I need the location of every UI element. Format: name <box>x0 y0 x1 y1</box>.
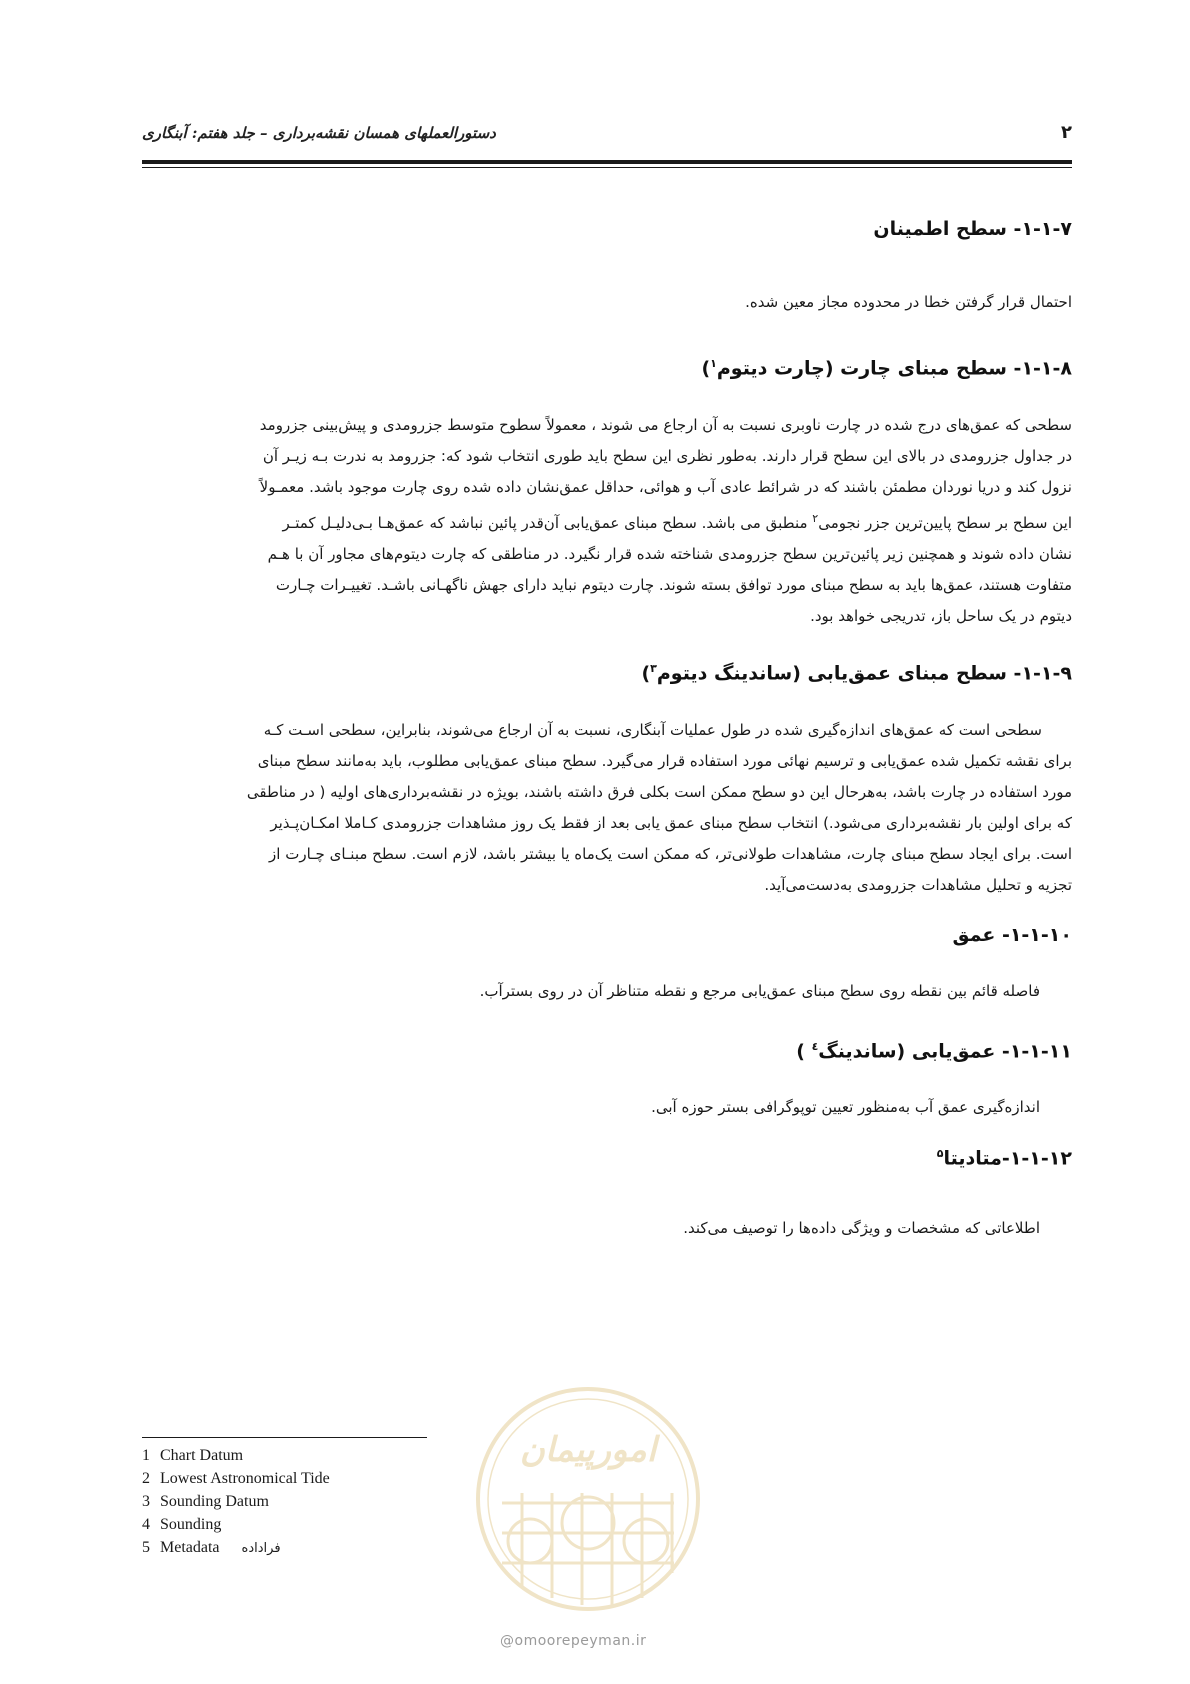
watermark-site: @omoorepeyman.ir <box>500 1633 647 1649</box>
section-body-1-1-9 <box>142 715 1072 901</box>
footnote-text: Lowest Astronomical Tide <box>160 1470 330 1487</box>
section-text-1-1-10: فاصله قائم بین نقطه روی سطح مبنای عمق‌یابی مرجع و نقطه متناظر آن در روی بسترآب. <box>479 982 1040 1000</box>
body-line: تجزیه و تحلیل مشاهدات جزرومدی به‌دست‌می‌آید. <box>764 876 1072 894</box>
section-heading-1-1-9 <box>641 662 1072 684</box>
footnotes <box>142 1444 462 1560</box>
heading-text: ۱-۱-۱۲-متادیتا <box>943 1147 1072 1170</box>
body-line: نزول کند و دریا نوردان مطمئن باشند که در شرائط عادی آب و هوائی، حداقل عمق‌نشان داده شده روی چارت موجود باشد. معمـولاً <box>259 478 1072 496</box>
heading-close: ) <box>641 662 651 685</box>
body-line-part: منطبق می باشد. سطح مبنای عمق‌یابی آن‌قدر پائین نباشد که عمق‌هـا بـی‌دلیـل کمتـر <box>282 514 808 532</box>
watermark-logo <box>472 1383 704 1615</box>
body-line: نشان داده شوند و همچنین زیر پائین‌ترین سطح جزرومدی شناخته شده قرار نگیرد. در مناطقی که چارت دیتوم‌های مجاور آن با هـم <box>267 545 1072 563</box>
section-body-1-1-8 <box>142 410 1072 632</box>
body-line: سطحی که عمق‌های درج شده در چارت ناوبری نسبت به آن ارجاع می شوند ، معمولاً سطوح متوسط جزرومدی و پیش‌بینی جزرومد <box>259 416 1072 434</box>
body-line: مورد استفاده در چارت باشد، به‌هرحال این دو سطح ممکن است بکلی فرق داشته باشند، بویژه در نقشه‌برداری‌های اولیه ( در مناطقی <box>246 783 1072 801</box>
section-heading-1-1-12 <box>937 1147 1072 1169</box>
header-rule-thin <box>142 167 1072 168</box>
body-line: که برای اولین بار نقشه‌برداری می‌شود.) انتخاب سطح مبنای عمق یابی بعد از فقط یک روز مشاهدات جزرومدی کـاملا امکـان‌پـذیر <box>270 814 1072 832</box>
footnote-item <box>142 1490 462 1513</box>
footnote-item <box>142 1513 462 1536</box>
running-title: دستورالعملهای همسان نقشه‌برداری – جلد هفتم: آبنگاری <box>142 124 496 142</box>
running-header <box>142 124 1072 152</box>
heading-text: ۱-۱-۹- سطح مبنای عمق‌یابی (ساندینگ دیتوم <box>656 662 1072 685</box>
footnote-ref-4: ٤ <box>811 1040 819 1053</box>
section-heading-1-1-11 <box>796 1040 1072 1062</box>
body-line: دیتوم در یک ساحل باز، تدریجی خواهد بود. <box>810 607 1072 625</box>
body-line: در جداول جزرومدی در بالای این سطح قرار دارند. به‌طور نظری این سطح باید طوری انتخاب شود که: جزرومد به ندرت بـه زیـر آن <box>262 447 1072 465</box>
section-text-1-1-12: اطلاعاتی که مشخصات و ویژگی داده‌ها را توصیف می‌کند. <box>683 1219 1040 1237</box>
body-line: برای نقشه تکمیل شده عمق‌یابی و ترسیم نهائی مورد استفاده قرار می‌گیرد. سطح مبنای عمق‌یابی مطلوب، باید به‌مانند سطح مبنای <box>257 752 1072 770</box>
section-text-1-1-7: احتمال قرار گرفتن خطا در محدوده مجاز معین شده. <box>745 293 1072 311</box>
footnote-ref-1: ۱ <box>710 357 717 370</box>
header-rule-thick <box>142 160 1072 164</box>
footnote-item <box>142 1444 462 1467</box>
section-text-1-1-11: اندازه‌گیری عمق آب به‌منظور تعیین توپوگرافی بستر حوزه آبی. <box>651 1098 1040 1116</box>
footnote-ref-2: ۲ <box>812 512 819 525</box>
footnote-number: 3 <box>142 1493 150 1510</box>
footnote-text: Metadata <box>160 1539 220 1556</box>
footnote-persian: فراداده <box>241 1541 281 1556</box>
footnote-number: 5 <box>142 1539 150 1556</box>
footnote-item <box>142 1467 462 1490</box>
heading-close: ) <box>701 357 711 380</box>
body-line: متفاوت هستند، عمق‌ها باید به سطح مبنای مورد توافق بسته شوند. چارت دیتوم نباید دارای جهش ناگهـانی باشـد. تغییـرات چـارت <box>275 576 1072 594</box>
body-line <box>142 503 1072 539</box>
footnote-text: Sounding Datum <box>160 1493 269 1510</box>
section-heading-1-1-7: ۱-۱-۷- سطح اطمینان <box>873 218 1072 240</box>
footnote-text: Sounding <box>160 1516 222 1533</box>
section-heading-1-1-8 <box>701 357 1072 379</box>
heading-text: ۱-۱-۸- سطح مبنای چارت (چارت دیتوم <box>716 357 1072 380</box>
footnote-ref-3: ۳ <box>650 662 657 675</box>
page-number: ۲ <box>1061 122 1072 143</box>
body-line-part: این سطح بر سطح پایین‌ترین جزر نجومی <box>818 514 1072 532</box>
footnote-number: 4 <box>142 1516 150 1533</box>
heading-close: ) <box>796 1040 812 1063</box>
heading-text: ۱-۱-۱۱- عمق‌یابی (ساندینگ <box>818 1040 1072 1063</box>
footnote-divider <box>142 1437 427 1438</box>
footnote-text: Chart Datum <box>160 1447 244 1464</box>
footnote-item <box>142 1536 462 1560</box>
footnote-number: 2 <box>142 1470 150 1487</box>
footnote-ref-5: ۵ <box>936 1147 944 1160</box>
body-line: است. برای ایجاد سطح مبنای چارت، مشاهدات طولانی‌تر، که ممکن است یک‌ماه یا بیشتر باشد، لازم است. سطح مبنـای چـارت از <box>269 845 1072 863</box>
footnote-number: 1 <box>142 1447 150 1464</box>
watermark-logo-text: امورپیمان <box>519 1430 657 1470</box>
section-heading-1-1-10: ۱-۱-۱۰- عمق <box>952 924 1072 946</box>
body-line: سطحی است که عمق‌های اندازه‌گیری شده در طول عملیات آبنگاری، نسبت به آن ارجاع می‌شوند، بنابراین، سطحی اسـت کـه <box>263 721 1042 739</box>
